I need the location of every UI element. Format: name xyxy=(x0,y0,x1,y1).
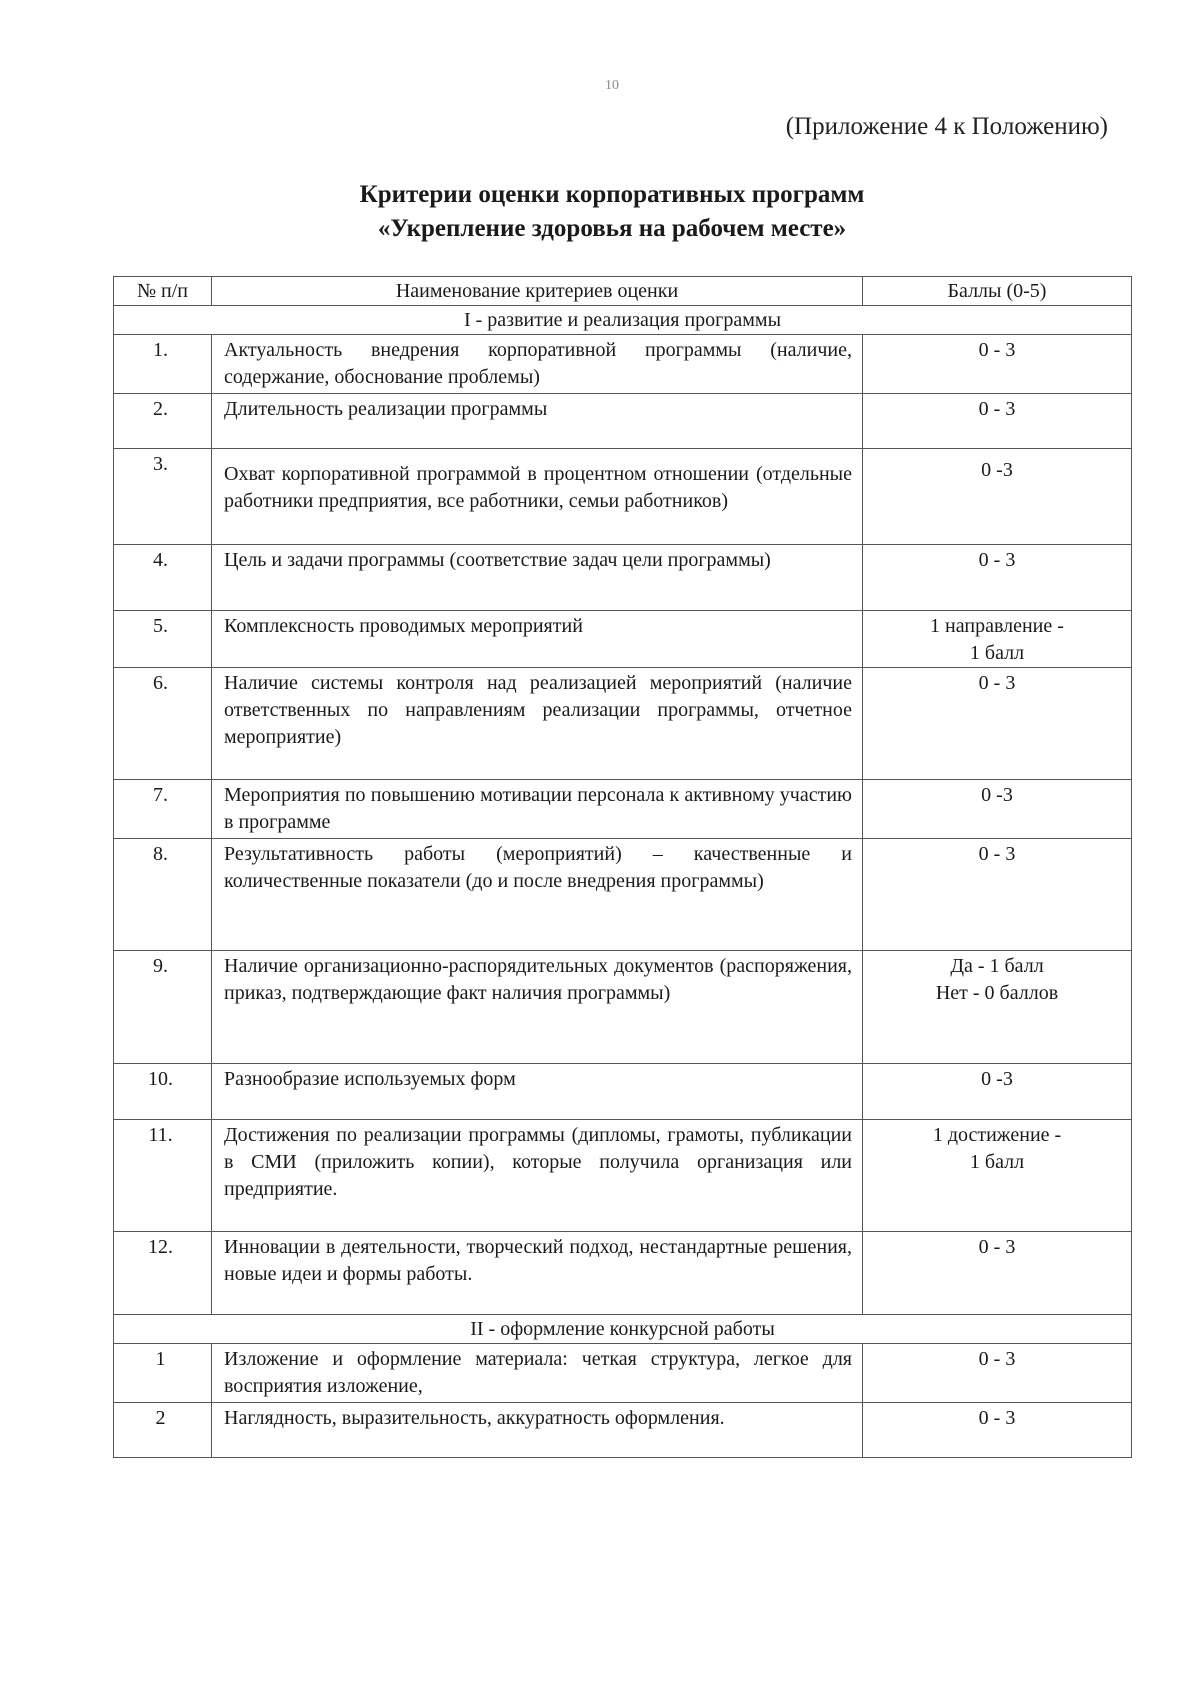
row-number: 2. xyxy=(114,394,212,449)
row-number: 8. xyxy=(114,839,212,951)
criterion-score: Да - 1 балл Нет - 0 баллов xyxy=(863,951,1132,1064)
row-number: 3. xyxy=(114,449,212,545)
criterion-score: 1 направление - 1 балл xyxy=(863,611,1132,668)
criterion-score: 0 - 3 xyxy=(863,839,1132,951)
section-2-header-row xyxy=(114,1315,1132,1344)
criterion-name: Изложение и оформление материала: четкая структура, легкое для восприятия изложение, xyxy=(212,1344,863,1403)
row-number: 1. xyxy=(114,335,212,394)
criterion-name: Наличие системы контроля над реализацией мероприятий (наличие ответственных по направлениям реализации программы, отчетное мероприятие) xyxy=(212,668,863,780)
document-title xyxy=(0,178,1200,246)
criterion-name: Охват корпоративной программой в процентном отношении (отдельные работники предприятия, все работники, семьи работников) xyxy=(212,449,863,545)
criterion-name: Длительность реализации программы xyxy=(212,394,863,449)
document-title-line-1: Критерии оценки корпоративных программ xyxy=(359,181,865,208)
document-title-line-2: «Укрепление здоровья на рабочем месте» xyxy=(377,215,847,242)
criterion-score: 0 -3 xyxy=(863,780,1132,839)
table-row xyxy=(114,449,1132,545)
header-score: Баллы (0-5) xyxy=(863,277,1132,306)
table-row xyxy=(114,1232,1132,1315)
row-number: 4. xyxy=(114,545,212,611)
table-row xyxy=(114,839,1132,951)
criterion-score: 0 - 3 xyxy=(863,1344,1132,1403)
criterion-score: 0 - 3 xyxy=(863,1403,1132,1458)
page-number: 10 xyxy=(605,78,619,93)
criterion-name: Цель и задачи программы (соответствие задач цели программы) xyxy=(212,545,863,611)
criterion-score: 0 - 3 xyxy=(863,394,1132,449)
row-number: 10. xyxy=(114,1064,212,1120)
criterion-score: 0 - 3 xyxy=(863,668,1132,780)
section-1-title: I - развитие и реализация программы xyxy=(114,306,1132,335)
criterion-score: 0 -3 xyxy=(863,449,1132,545)
criterion-name: Разнообразие используемых форм xyxy=(212,1064,863,1120)
row-number: 6. xyxy=(114,668,212,780)
header-number: № п/п xyxy=(114,277,212,306)
table-row xyxy=(114,545,1132,611)
criterion-name: Актуальность внедрения корпоративной программы (наличие, содержание, обоснование проблемы) xyxy=(212,335,863,394)
table-row xyxy=(114,611,1132,668)
appendix-note: (Приложение 4 к Положению) xyxy=(785,113,1108,140)
row-number: 11. xyxy=(114,1120,212,1232)
table-row xyxy=(114,668,1132,780)
row-number: 2 xyxy=(114,1403,212,1458)
criterion-name: Результативность работы (мероприятий) – качественные и количественные показатели (до и после внедрения программы) xyxy=(212,839,863,951)
row-number: 5. xyxy=(114,611,212,668)
criterion-score: 0 - 3 xyxy=(863,1232,1132,1315)
criterion-name: Наглядность, выразительность, аккуратность оформления. xyxy=(212,1403,863,1458)
table-row xyxy=(114,335,1132,394)
section-1-header-row xyxy=(114,306,1132,335)
criterion-name: Мероприятия по повышению мотивации персонала к активному участию в программе xyxy=(212,780,863,839)
row-number: 9. xyxy=(114,951,212,1064)
criterion-name: Достижения по реализации программы (дипломы, грамоты, публикации в СМИ (приложить копии), которые получила организация или предприятие. xyxy=(212,1120,863,1232)
criterion-score: 1 достижение - 1 балл xyxy=(863,1120,1132,1232)
row-number: 12. xyxy=(114,1232,212,1315)
criterion-score: 0 - 3 xyxy=(863,335,1132,394)
criteria-table xyxy=(113,276,1132,1458)
table-row xyxy=(114,1120,1132,1232)
criterion-name: Инновации в деятельности, творческий подход, нестандартные решения, новые идеи и формы работы. xyxy=(212,1232,863,1315)
table-row xyxy=(114,780,1132,839)
header-criteria-name: Наименование критериев оценки xyxy=(212,277,863,306)
row-number: 7. xyxy=(114,780,212,839)
section-2-title: II - оформление конкурсной работы xyxy=(114,1315,1132,1344)
table-row xyxy=(114,394,1132,449)
table-row xyxy=(114,1403,1132,1458)
table-header-row xyxy=(114,277,1132,306)
criterion-name: Комплексность проводимых мероприятий xyxy=(212,611,863,668)
table-row xyxy=(114,1344,1132,1403)
criterion-name: Наличие организационно-распорядительных документов (распоряжения, приказ, подтверждающие факт наличия программы) xyxy=(212,951,863,1064)
criterion-score: 0 - 3 xyxy=(863,545,1132,611)
table-row xyxy=(114,951,1132,1064)
table-row xyxy=(114,1064,1132,1120)
criterion-score: 0 -3 xyxy=(863,1064,1132,1120)
row-number: 1 xyxy=(114,1344,212,1403)
